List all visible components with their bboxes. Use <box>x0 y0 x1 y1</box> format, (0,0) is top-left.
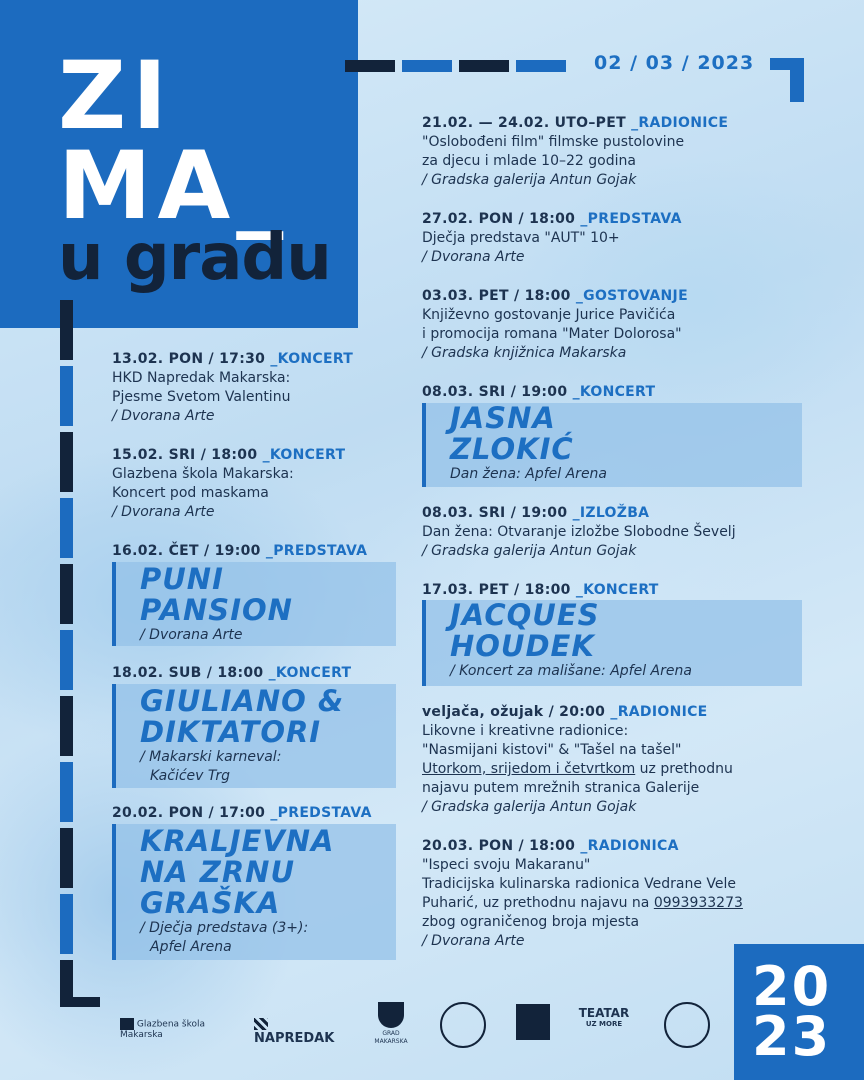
event-date: 27.02. PON / 18:00 <box>422 211 576 227</box>
sponsor-logos <box>120 1000 720 1060</box>
bar-segment <box>60 696 73 756</box>
event-item <box>422 504 822 561</box>
napredak-icon <box>254 1018 268 1030</box>
corner-bracket <box>790 58 804 102</box>
event-desc: Likovne i kreativne radionice: <box>422 723 629 739</box>
event-location: / Koncert za mališane: Apfel Arena <box>450 663 692 679</box>
bar-segment <box>345 60 395 72</box>
event-highlight <box>112 684 396 788</box>
event-category: _PREDSTAVA <box>265 543 368 559</box>
event-date: 08.03. SRI / 19:00 <box>422 384 568 400</box>
event-desc: Glazbena škola Makarska: <box>112 466 294 482</box>
event-highlight <box>112 824 396 960</box>
teatar-logo <box>578 1006 630 1028</box>
year-top: 20 <box>752 955 832 1018</box>
event-category: _KONCERT <box>262 447 346 463</box>
poster-title <box>58 42 331 295</box>
event-title: JASNA <box>450 401 556 435</box>
event-location: / Gradska galerija Antun Gojak <box>422 172 637 188</box>
event-title: JACQUES <box>450 598 600 632</box>
bar-segment <box>60 630 73 690</box>
date-day: 02 <box>594 52 623 74</box>
event-category: _RADIONICE <box>631 115 729 131</box>
event-date: 18.02. SUB / 18:00 <box>112 665 264 681</box>
event-category: _KONCERT <box>575 582 659 598</box>
event-title: KRALJEVNA <box>140 824 335 858</box>
event-desc: Puharić, uz prethodnu najavu na <box>422 895 654 911</box>
event-desc: Koncert pod maskama <box>112 485 269 501</box>
event-category: _KONCERT <box>572 384 656 400</box>
event-category: _RADIONICA <box>580 838 679 854</box>
event-desc: "Ispeci svoju Makaranu" <box>422 857 591 873</box>
event-date: 17.03. PET / 18:00 <box>422 582 571 598</box>
event-category: _KONCERT <box>270 351 354 367</box>
event-item <box>422 287 822 363</box>
event-title: PANSION <box>140 593 293 627</box>
event-location: Dan žena: Apfel Arena <box>450 466 608 482</box>
event-desc: "Oslobođeni film" <box>422 134 545 150</box>
event-item <box>112 446 392 522</box>
glazbena-icon <box>120 1018 134 1030</box>
club-seal-logo <box>440 1002 486 1048</box>
glazbena-logo <box>120 1018 230 1040</box>
event-item <box>112 804 396 823</box>
event-highlight <box>422 403 802 487</box>
event-location: / Gradska knjižnica Makarska <box>422 345 627 361</box>
bar-segment <box>60 828 73 888</box>
teatar-label: TEATAR <box>578 1006 630 1020</box>
event-desc: i promocija romana "Mater Dolorosa" <box>422 326 682 342</box>
event-category: _GOSTOVANJE <box>575 288 688 304</box>
event-highlight <box>112 562 396 646</box>
event-location: / Dvorana Arte <box>422 249 525 265</box>
poster-date <box>594 52 754 74</box>
event-date: 20.03. PON / 18:00 <box>422 838 576 854</box>
event-title: HOUDEK <box>450 629 595 663</box>
title-line-2: MA_ <box>58 132 290 241</box>
date-sep: / <box>630 52 639 74</box>
event-date: veljača, ožujak / 20:00 <box>422 704 606 720</box>
event-location: / Gradska galerija Antun Gojak <box>422 799 637 815</box>
event-category: _PREDSTAVA <box>270 805 372 821</box>
event-desc: za djecu i mlade 10–22 godina <box>422 153 636 169</box>
bar-segment <box>60 498 73 558</box>
bar-segment <box>516 60 566 72</box>
date-year: 2023 <box>697 52 755 74</box>
event-category: _RADIONICE <box>610 704 708 720</box>
event-desc: Utorkom, srijedom i četvrtkom <box>422 761 636 777</box>
event-desc: Pjesme Svetom Valentinu <box>112 389 291 405</box>
event-title: GIULIANO & <box>140 684 345 718</box>
bar-segment <box>60 432 73 492</box>
event-item <box>422 837 832 951</box>
year-bottom: 23 <box>752 1005 832 1068</box>
event-location: / Dvorana Arte <box>140 627 243 643</box>
grad-label: GRAD MAKARSKA <box>374 1030 408 1045</box>
event-location: / Dvorana Arte <box>112 504 215 520</box>
event-highlight <box>422 600 802 686</box>
bar-segment <box>60 366 73 426</box>
event-date: 13.02. PON / 17:30 <box>112 351 266 367</box>
event-title: GRAŠKA <box>140 886 281 920</box>
event-location: / Makarski karneval: <box>140 749 282 765</box>
event-category: _KONCERT <box>268 665 352 681</box>
grad-logo <box>366 1002 416 1046</box>
event-desc: Dječja predstava "AUT" 10+ <box>422 230 620 246</box>
event-location: Apfel Arena <box>150 939 232 955</box>
grad-crest-icon <box>378 1002 404 1028</box>
event-item <box>112 350 392 426</box>
event-title: ZLOKIĆ <box>450 432 574 466</box>
bar-segment <box>60 300 73 360</box>
title-line-3: u gradu <box>58 221 331 295</box>
napredak-label: NAPREDAK <box>254 1031 335 1046</box>
event-category: _PREDSTAVA <box>580 211 682 227</box>
event-location: Kačićev Trg <box>150 768 231 784</box>
phone-link[interactable]: 0993933273 <box>653 895 743 911</box>
teatar-sub-label: UZ MORE <box>585 1020 623 1028</box>
bar-segment <box>402 60 452 72</box>
event-location: / Dječja predstava (3+): <box>140 920 309 936</box>
year-text <box>752 955 832 1068</box>
event-title: DIKTATORI <box>140 715 322 749</box>
event-date: 08.03. SRI / 19:00 <box>422 505 568 521</box>
event-item <box>112 664 396 683</box>
event-desc: zbog ograničenog broja mjesta <box>422 914 640 930</box>
bar-segment <box>459 60 509 72</box>
corner-bracket <box>60 997 100 1007</box>
date-sep: / <box>681 52 690 74</box>
bar-segment <box>60 894 73 954</box>
event-date: 16.02. ČET / 19:00 <box>112 543 261 559</box>
napredak-logo <box>254 1016 344 1046</box>
event-category: _IZLOŽBA <box>572 505 650 521</box>
event-desc: uz prethodnu <box>635 761 733 777</box>
event-desc: "Nasmijani kistovi" & "Tašel na tašel" <box>422 742 682 758</box>
galerija-logo <box>516 1004 550 1040</box>
event-desc: najavu putem mrežnih stranica Galerije <box>422 780 700 796</box>
event-desc: filmske pustolovine <box>544 134 685 150</box>
event-desc: Književno gostovanje Jurice Pavičića <box>422 307 676 323</box>
event-item <box>422 703 832 817</box>
bar-segment <box>60 564 73 624</box>
title-line-1: ZI <box>58 42 174 151</box>
event-item <box>112 542 396 561</box>
glazbena-label: Glazbena škola Makarska <box>120 1019 206 1040</box>
event-item <box>422 210 822 267</box>
event-desc: Dan žena: Otvaranje izložbe Slobodne Ševelj <box>422 524 736 540</box>
event-desc: Tradicijska kulinarska radionica Vedrane Vele <box>422 876 737 892</box>
event-location: / Gradska galerija Antun Gojak <box>422 543 637 559</box>
date-month: 03 <box>645 52 675 74</box>
event-item <box>422 383 802 402</box>
event-desc: HKD Napredak Makarska: <box>112 370 291 386</box>
event-date: 21.02. — 24.02. UTO–PET <box>422 115 626 131</box>
event-date: 03.03. PET / 18:00 <box>422 288 571 304</box>
event-location: / Dvorana Arte <box>422 933 525 949</box>
event-date: 15.02. SRI / 18:00 <box>112 447 258 463</box>
event-item <box>422 114 822 190</box>
event-title: PUNI <box>140 562 224 596</box>
event-location: / Dvorana Arte <box>112 408 215 424</box>
event-title: NA ZRNU <box>140 855 295 889</box>
event-date: 20.02. PON / 17:00 <box>112 805 266 821</box>
knjiznica-seal-logo <box>664 1002 710 1048</box>
bar-segment <box>60 762 73 822</box>
